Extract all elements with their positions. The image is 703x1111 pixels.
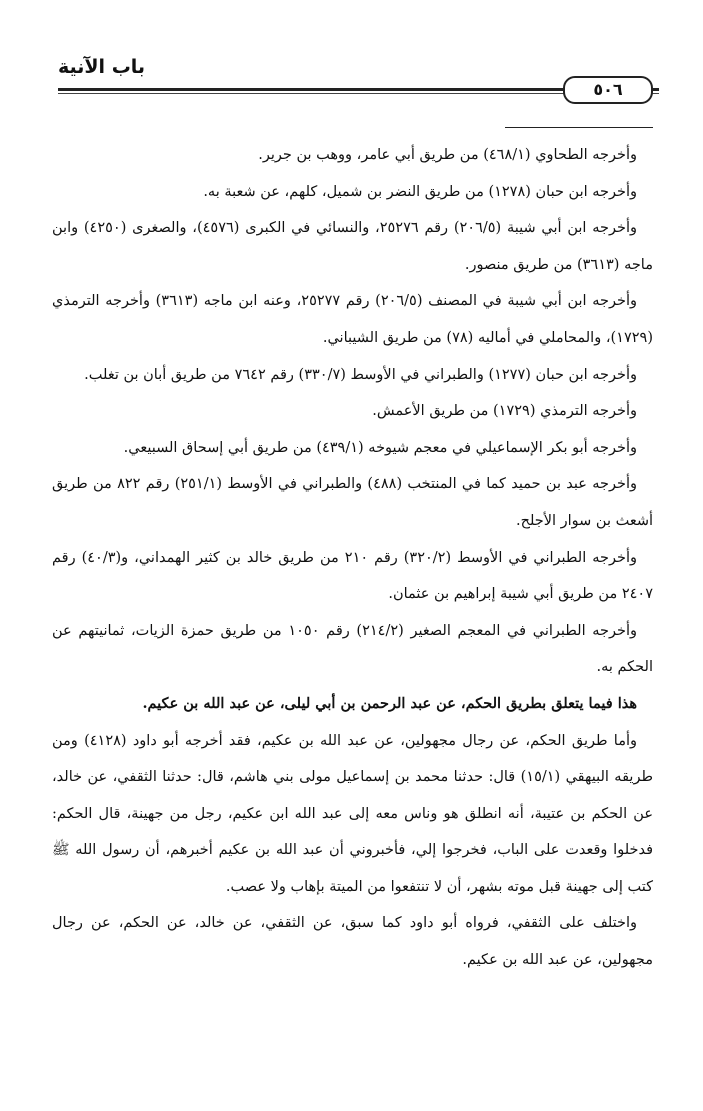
footnote-separator	[505, 127, 653, 128]
paragraph: وأخرجه الطبراني في الأوسط (٣٢٠/٢) رقم ٢١٠ من طريق خالد بن كثير الهمداني، و(٤٠/٣) رقم ٢٤٠٧ من طريق أبي شيبة إبراهيم بن عثمان.	[52, 549, 653, 603]
paragraph: وأخرجه ابن أبي شيبة في المصنف (٢٠٦/٥) رقم ٢٥٢٧٧، وعنه ابن ماجه (٣٦١٣) وأخرجه الترمذي (١٧٢٩)، والمحاملي في أماليه (٧٨) من طريق الشيباني.	[52, 293, 653, 346]
page-header	[58, 52, 659, 112]
paragraph: وأخرجه الترمذي (١٧٢٩) من طريق الأعمش.	[372, 403, 637, 420]
chapter-title: باب الآنية	[58, 56, 146, 78]
paragraph: وأخرجه أبو بكر الإسماعيلي في معجم شيوخه (٤٣٩/١) من طريق أبي إسحاق السبيعي.	[123, 439, 637, 456]
paragraph: وأخرجه ابن حبان (١٢٧٨) من طريق النضر بن شميل، كلهم، عن شعبة به.	[203, 183, 637, 200]
paragraph: وأخرجه ابن حبان (١٢٧٧) والطبراني في الأوسط (٣٣٠/٧) رقم ٧٦٤٢ من طريق أبان بن تغلب.	[84, 366, 637, 383]
paragraph: وأخرجه ابن أبي شيبة (٢٠٦/٥) رقم ٢٥٢٧٦، والنسائي في الكبرى (٤٥٧٦)، والصغرى (٤٢٥٠) وابن ماجه (٣٦١٣) من طريق منصور.	[52, 220, 653, 273]
page-number: ٥٠٦	[563, 76, 653, 104]
paragraph: وأما طريق الحكم، عن رجال مجهولين، عن عبد الله بن عكيم، فقد أخرجه أبو داود (٤١٢٨) ومن طريقه البيهقي (١٥/١) قال: حدثنا محمد بن إسماعيل مولى بني هاشم، قال: حدثنا الثقفي، عن خالد، عن الحكم بن عتيبة، أنه انطلق هو وناس معه إلى عبد الله ابن عكيم، رجل من جهينة، قال الحكم: فدخلوا وقعدت على الباب، فخرجوا إلي، فأخبروني أن عبد الله بن عكيم أخبرهم، أن رسول الله ﷺ كتب إلى جهينة قبل موته بشهر، أن لا تنتفعوا من الميتة بإهاب ولا عصب.	[52, 732, 653, 895]
paragraph: وأخرجه عبد بن حميد كما في المنتخب (٤٨٨) والطبراني في الأوسط (٢٥١/١) رقم ٨٢٢ من طريق أشعث بن سوار الأجلح.	[52, 476, 653, 529]
paragraph: واختلف على الثقفي، فرواه أبو داود كما سبق، عن الثقفي، عن خالد، عن الحكم، عن رجال مجهولين، عن عبد الله بن عكيم.	[52, 915, 653, 969]
page-body	[52, 137, 653, 979]
paragraph: وأخرجه الطحاوي (٤٦٨/١) من طريق أبي عامر، ووهب بن جرير.	[258, 147, 637, 163]
paragraph: وأخرجه الطبراني في المعجم الصغير (٢١٤/٢) رقم ١٠٥٠ من طريق حمزة الزيات، ثمانيتهم عن الحكم به.	[52, 622, 653, 676]
paragraph: هذا فيما يتعلق بطريق الحكم، عن عبد الرحمن بن أبي ليلى، عن عبد الله بن عكيم.	[142, 694, 637, 712]
